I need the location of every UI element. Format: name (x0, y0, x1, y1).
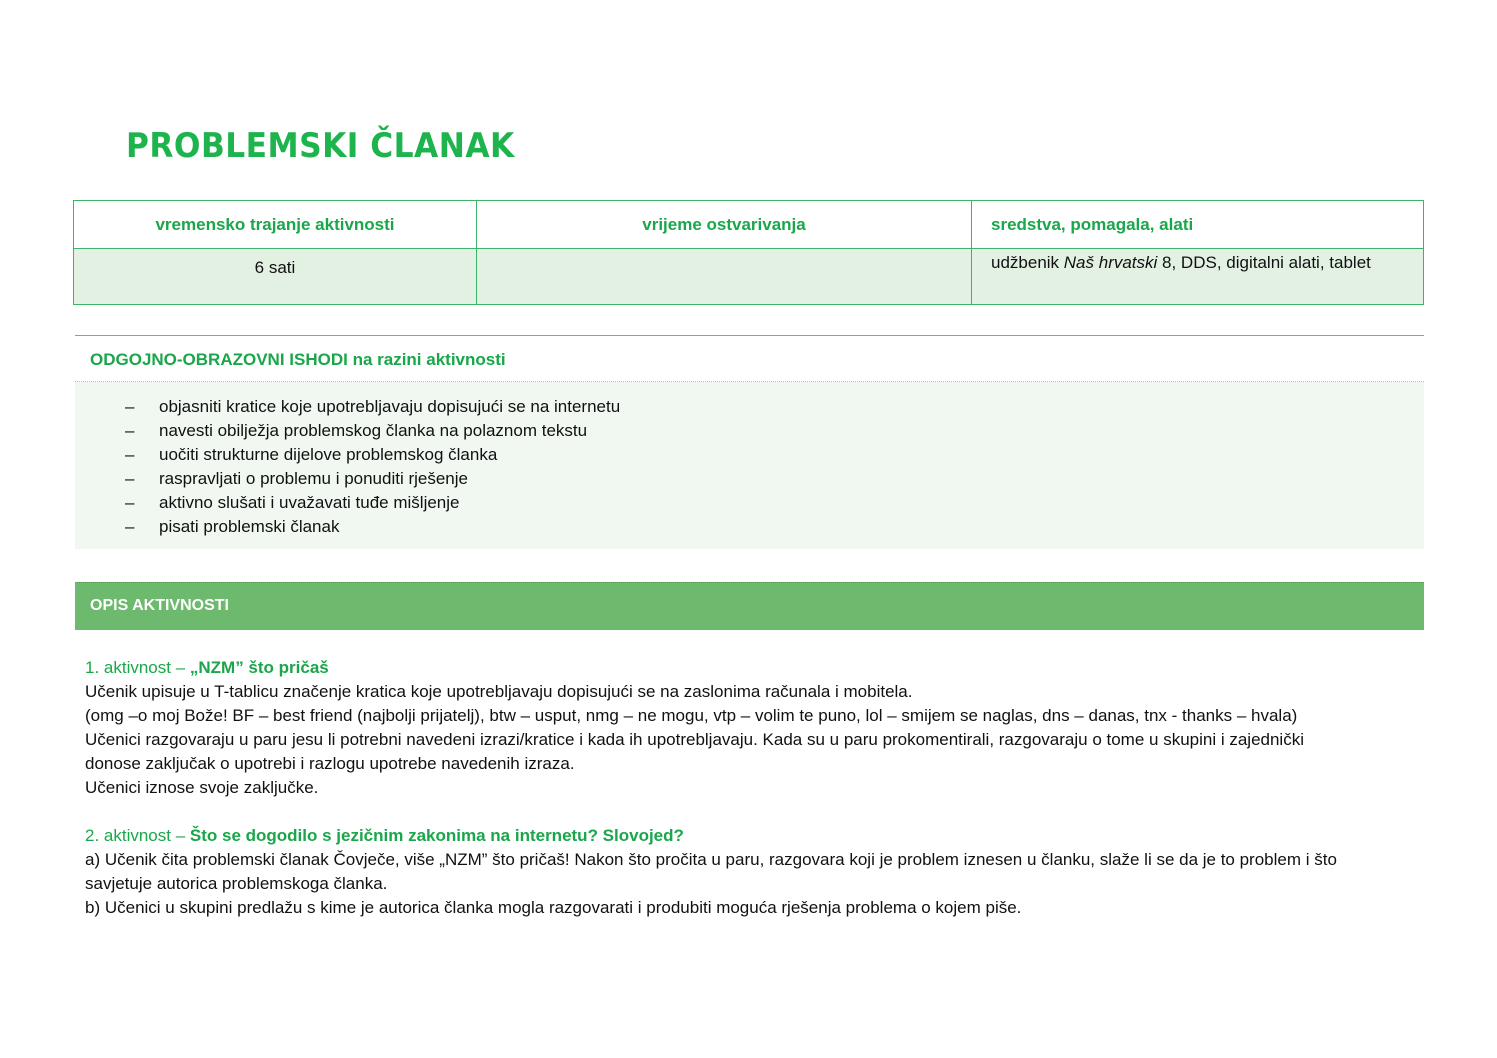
opis-heading-bar: OPIS AKTIVNOSTI (75, 582, 1424, 630)
activities-section (85, 656, 1415, 920)
outcome-text: objasniti kratice koje upotrebljavaju dopisujući se na internetu (159, 397, 621, 416)
activity-2-line: b) Učenici u skupini predlažu s kime je autorica članka mogla razgovarati i produbiti moguća rješenja problema o kojem piše. (85, 898, 1022, 917)
dash-bullet: – (125, 493, 135, 512)
header-tools: sredstva, pomagala, alati (972, 201, 1424, 249)
activity-2-title (85, 824, 1415, 848)
outcome-text: navesti obilježja problemskog članka na polaznom tekstu (159, 421, 588, 440)
dash-bullet: – (125, 397, 135, 416)
dash-bullet: – (125, 517, 135, 536)
outcome-item (75, 491, 1424, 515)
duration-value: 6 sati (74, 249, 477, 305)
activity-2-name: Što se dogodilo s jezičnim zakonima na internetu? Slovojed? (189, 826, 684, 845)
activity-1-line: Učenik upisuje u T-tablicu značenje kratica koje upotrebljavaju dopisujući se na zaslonima računala i mobitela. (85, 682, 913, 701)
outcomes-section (75, 335, 1424, 549)
dash-bullet: – (125, 469, 135, 488)
tools-book-title: Naš hrvatski (1063, 253, 1158, 272)
outcome-item (75, 443, 1424, 467)
meta-value-row (74, 249, 1424, 305)
activity-1-line: donose zaključak o upotrebi i razlogu upotrebe navedenih izraza. (85, 754, 575, 773)
activity-meta-table (73, 200, 1424, 305)
outcome-text: uočiti strukturne dijelove problemskog članka (159, 445, 498, 464)
activity-1-line: Učenici iznose svoje zaključke. (85, 778, 319, 797)
dash-bullet: – (125, 445, 135, 464)
activity-2-line: savjetuje autorica problemskoga članka. (85, 874, 388, 893)
outcomes-body (75, 382, 1424, 549)
tools-value (972, 249, 1424, 305)
dash-bullet: – (125, 421, 135, 440)
page-title: PROBLEMSKI ČLANAK (126, 126, 515, 166)
activity-2-line: a) Učenik čita problemski članak Čovječe, više „NZM” što pričaš! Nakon što pročita u paru, razgovara koji je problem iznesen u članku, slaže li se da je to problem i što (85, 850, 1337, 869)
activity-1-line: Učenici razgovaraju u paru jesu li potrebni navedeni izrazi/kratice i kada ih upotrebljavaju. Kada su u paru prokomentirali, razgovaraju o tome u skupini i zajednički (85, 730, 1304, 749)
meta-header-row (74, 201, 1424, 249)
tools-prefix: udžbenik (991, 253, 1064, 272)
activity-2-label: 2. aktivnost – (85, 826, 190, 845)
activity-1-title (85, 656, 1415, 680)
activity-1-label: 1. aktivnost – (85, 658, 190, 677)
tools-suffix: 8, DDS, digitalni alati, tablet (1157, 253, 1371, 272)
outcomes-list (75, 395, 1424, 539)
outcome-item (75, 467, 1424, 491)
outcome-text: aktivno slušati i uvažavati tuđe mišljenje (159, 493, 460, 512)
outcome-item (75, 419, 1424, 443)
outcome-item (75, 395, 1424, 419)
outcome-item (75, 515, 1424, 539)
spacer (85, 800, 1415, 824)
time-value (477, 249, 972, 305)
header-duration: vremensko trajanje aktivnosti (74, 201, 477, 249)
activity-1-line: (omg –o moj Bože! BF – best friend (najbolji prijatelj), btw – usput, nmg – ne mogu, vtp – volim te puno, lol – smijem se naglas, dns – danas, tnx - thanks – hvala) (85, 706, 1298, 725)
header-time: vrijeme ostvarivanja (477, 201, 972, 249)
outcome-text: raspravljati o problemu i ponuditi rješenje (159, 469, 468, 488)
outcomes-heading: ODGOJNO-OBRAZOVNI ISHODI na razini aktivnosti (75, 335, 1424, 382)
activity-1-name: „NZM” što pričaš (189, 658, 329, 677)
outcome-text: pisati problemski članak (159, 517, 340, 536)
